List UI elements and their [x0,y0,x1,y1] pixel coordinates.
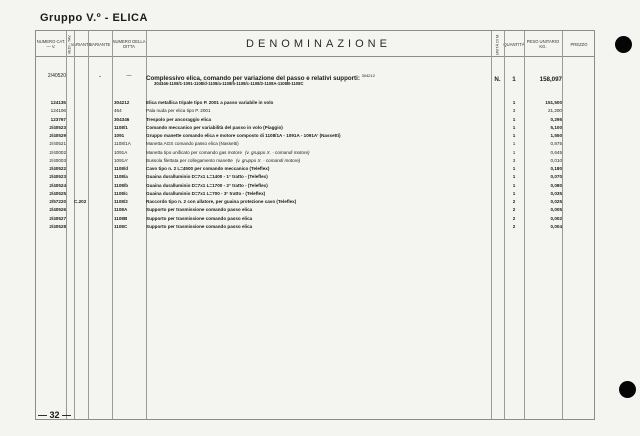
main-item-subline: 304346-1108/1-1091-1108/d-1108/a-1108/b-1108/c-1108/2-1108A-1108B-1108C [154,81,304,86]
row-weight: 0,025 [550,199,562,204]
row-denominazione: Guaina duralluminio D=7x1 L=700 - 3° tratto - (Teleflex) [146,190,266,196]
row-weight: 0,645 [550,149,562,155]
row-ditta-number: 1108A [114,207,128,213]
table-header [36,31,594,57]
table-row [36,182,596,190]
row-number: 2/40525 [49,190,66,196]
main-item-number: 2/40520 [47,73,66,79]
row-vedi [74,116,86,124]
row-ditta-number: 1108/a [114,174,128,180]
row-quantity: 1 [512,116,516,122]
table-row [36,173,596,181]
main-item-weight: 158,097 [539,76,562,83]
row-denominazione: Elica metallica tripale tipo P. 2001 a passo variabile in volo [146,100,274,105]
row-ditta-number: 1108B [114,215,128,221]
row-weight: 5,100 [550,124,562,130]
row-vedi [74,190,86,198]
table-row [36,190,596,198]
row-vedi [74,157,86,165]
row-vedi [74,165,86,173]
header-variante-1: VARIANTE [70,41,92,47]
header-vedi: VEDI - TAV. [67,34,72,54]
row-number: 2/40528 [49,223,66,229]
table-row [36,124,596,132]
row-denominazione: Cavo tipo n. 2 L=4500 per comando meccanico (Teleflex) [146,166,270,171]
row-ditta-number: 1091A [114,149,128,155]
row-weight: 0,875 [550,141,562,147]
page-number: — 32 — [38,410,72,420]
row-weight: 0,080 [550,182,562,188]
row-ditta-number: 1108/2 [114,199,128,204]
row-denominazione: Raccordo tipo n. 2 con allatore, per guaina protezione cavo (Teleflex) [146,199,297,204]
table-row [36,198,596,206]
row-ditta-number: 1108/c [114,190,128,196]
row-weight: 0,004 [550,223,562,229]
row-weight: 21,200 [547,108,562,114]
row-number: 124106 [50,108,66,114]
row-quantity: 1 [512,190,516,196]
row-denominazione [146,149,486,157]
row-ditta-number: 1091 [114,133,125,138]
row-number: 2/40003 [49,157,66,163]
table-row [36,132,596,140]
row-denominazione: Supporto per trasmissione comando passo elica [146,207,253,213]
row-quantity: 2 [512,223,516,229]
row-vedi [74,149,86,157]
row-ditta-number: 304212 [114,100,130,105]
row-number: 2/40529 [49,133,66,138]
row-number: 2/40527 [49,215,66,221]
row-vedi [74,107,86,115]
row-weight: 0,070 [550,174,562,180]
row-weight: 0,002 [550,215,562,221]
table-row [36,215,596,223]
row-quantity: 2 [512,199,516,204]
row-number: 2/40002 [49,149,66,155]
row-vedi [74,140,86,148]
row-denominazione: Gruppo manette comando elica e motore composto di 1108/1A - 1091A - 1091A' (Nassetti) [146,133,341,138]
row-ditta-number: 1108/b [114,182,129,188]
row-number: 2/40524 [49,182,66,188]
table-row [36,107,596,115]
binder-hole-top [615,36,632,53]
header-prezzo: PREZZO [570,41,588,47]
row-quantity: 1 [512,174,516,180]
table-row [36,157,596,165]
row-denominazione-note: (v. gruppo X. - comandi motore) [245,149,310,155]
main-item-subline-row [36,80,596,88]
header-numero-ditta: NUMERO DELLA DITTA [112,39,146,49]
row-quantity: 3 [512,108,516,114]
row-ditta-number: 304346 [114,116,130,122]
header-denominazione: DENOMINAZIONE [246,37,391,50]
row-vedi [74,182,86,190]
main-item-title-ref: 304212 [361,73,375,78]
row-weight: 0,295 [550,116,562,122]
row-weight: 0,035 [550,190,562,196]
row-vedi [74,124,86,132]
page-title: Gruppo V.º - ELICA [40,12,148,24]
row-quantity: 3 [512,157,516,163]
table-row [36,223,596,231]
row-denominazione: Manetta AGS comando passo elica (Nassetti) [146,141,239,147]
row-vedi [74,99,86,107]
row-ditta-number: 1091A' [114,157,129,163]
row-denominazione: Guaina duralluminio D=7x1 L=1400 - 1° tratto - (Teleflex) [146,174,268,180]
row-number: 2/40523 [49,124,66,130]
row-ditta-number: 1108/d [114,166,129,171]
row-ditta-number: 1108C [114,223,128,229]
row-vedi [74,223,86,231]
table-row [36,140,596,148]
row-weight: 0,180 [550,166,562,171]
row-denominazione: Supporto per trasmissione comando passo elica [146,215,253,221]
row-denominazione [146,157,486,165]
row-number: 123767 [50,116,66,122]
row-ditta-number: 464 [114,108,122,114]
row-weight: 0,005 [550,207,562,213]
row-vedi [74,206,86,214]
row-number: 2/40521 [49,141,66,147]
main-item-unit: N. [494,76,501,83]
row-number: 124135 [50,100,66,105]
table-row [36,116,596,124]
row-vedi [74,173,86,181]
table-row [36,206,596,214]
main-item-flag: . [99,72,101,79]
row-denominazione: Guaina duralluminio D=7x1 L=1700 - 2° tratto - (Teleflex) [146,182,268,188]
header-variante-2: VARIANTE [89,41,111,47]
row-vedi [74,132,86,140]
row-quantity: 1 [512,166,516,171]
row-vedi: C.202 [74,199,87,204]
header-unita: UNITÀ DI M. [495,33,500,55]
binder-hole-bottom [619,381,636,398]
row-quantity: 1 [512,141,516,147]
row-denominazione-text: Manetta tipo unificato per comando gas motore [146,149,243,155]
row-denominazione-text: Bussola filettata per collegamento manette [146,157,233,163]
row-denominazione: Pala nuda per elica tipo P. 2001 [146,108,211,114]
table-row [36,99,596,107]
row-quantity: 1 [512,124,516,130]
row-denominazione-note: (v. gruppo X. - comandi motore) [235,157,301,163]
row-denominazione: Trespolo per ancoraggio elica [146,116,212,122]
header-peso: PESO UNITARIO KG. [526,39,560,49]
main-item-ditta: — [126,73,132,79]
row-quantity: 1 [512,149,516,155]
table-row [36,149,596,157]
table-row [36,165,596,173]
row-quantity: 2 [512,207,516,213]
row-quantity: 1 [512,100,516,105]
row-quantity: 2 [512,215,516,221]
main-item-title: Complessivo elica, comando per variazione del passo e relativi supporti: [146,75,360,82]
header-quantita: QUANTITÀ [503,41,525,47]
row-denominazione: Comando meccanico per variabilità del passo in volo (Piaggio) [146,124,283,130]
parts-table [35,30,595,420]
header-numero-cat: NUMERO CAT. — V. [36,39,66,49]
row-vedi [74,215,86,223]
row-weight: 151,500 [545,100,562,105]
main-item-qty: 1 [512,76,516,83]
row-number: 2/40522 [49,166,66,171]
row-weight: 0,010 [550,157,562,163]
row-weight: 1,550 [550,133,562,138]
row-quantity: 1 [512,182,516,188]
row-number: 2/57220 [49,199,66,204]
row-ditta-number: 1108/1 [114,124,128,130]
row-number: 2/40523 [49,174,66,180]
row-denominazione: Supporto per trasmissione comando passo elica [146,223,253,229]
row-ditta-number: 1108/1A [114,141,131,147]
row-quantity: 1 [512,133,516,138]
row-number: 2/40526 [49,207,66,213]
